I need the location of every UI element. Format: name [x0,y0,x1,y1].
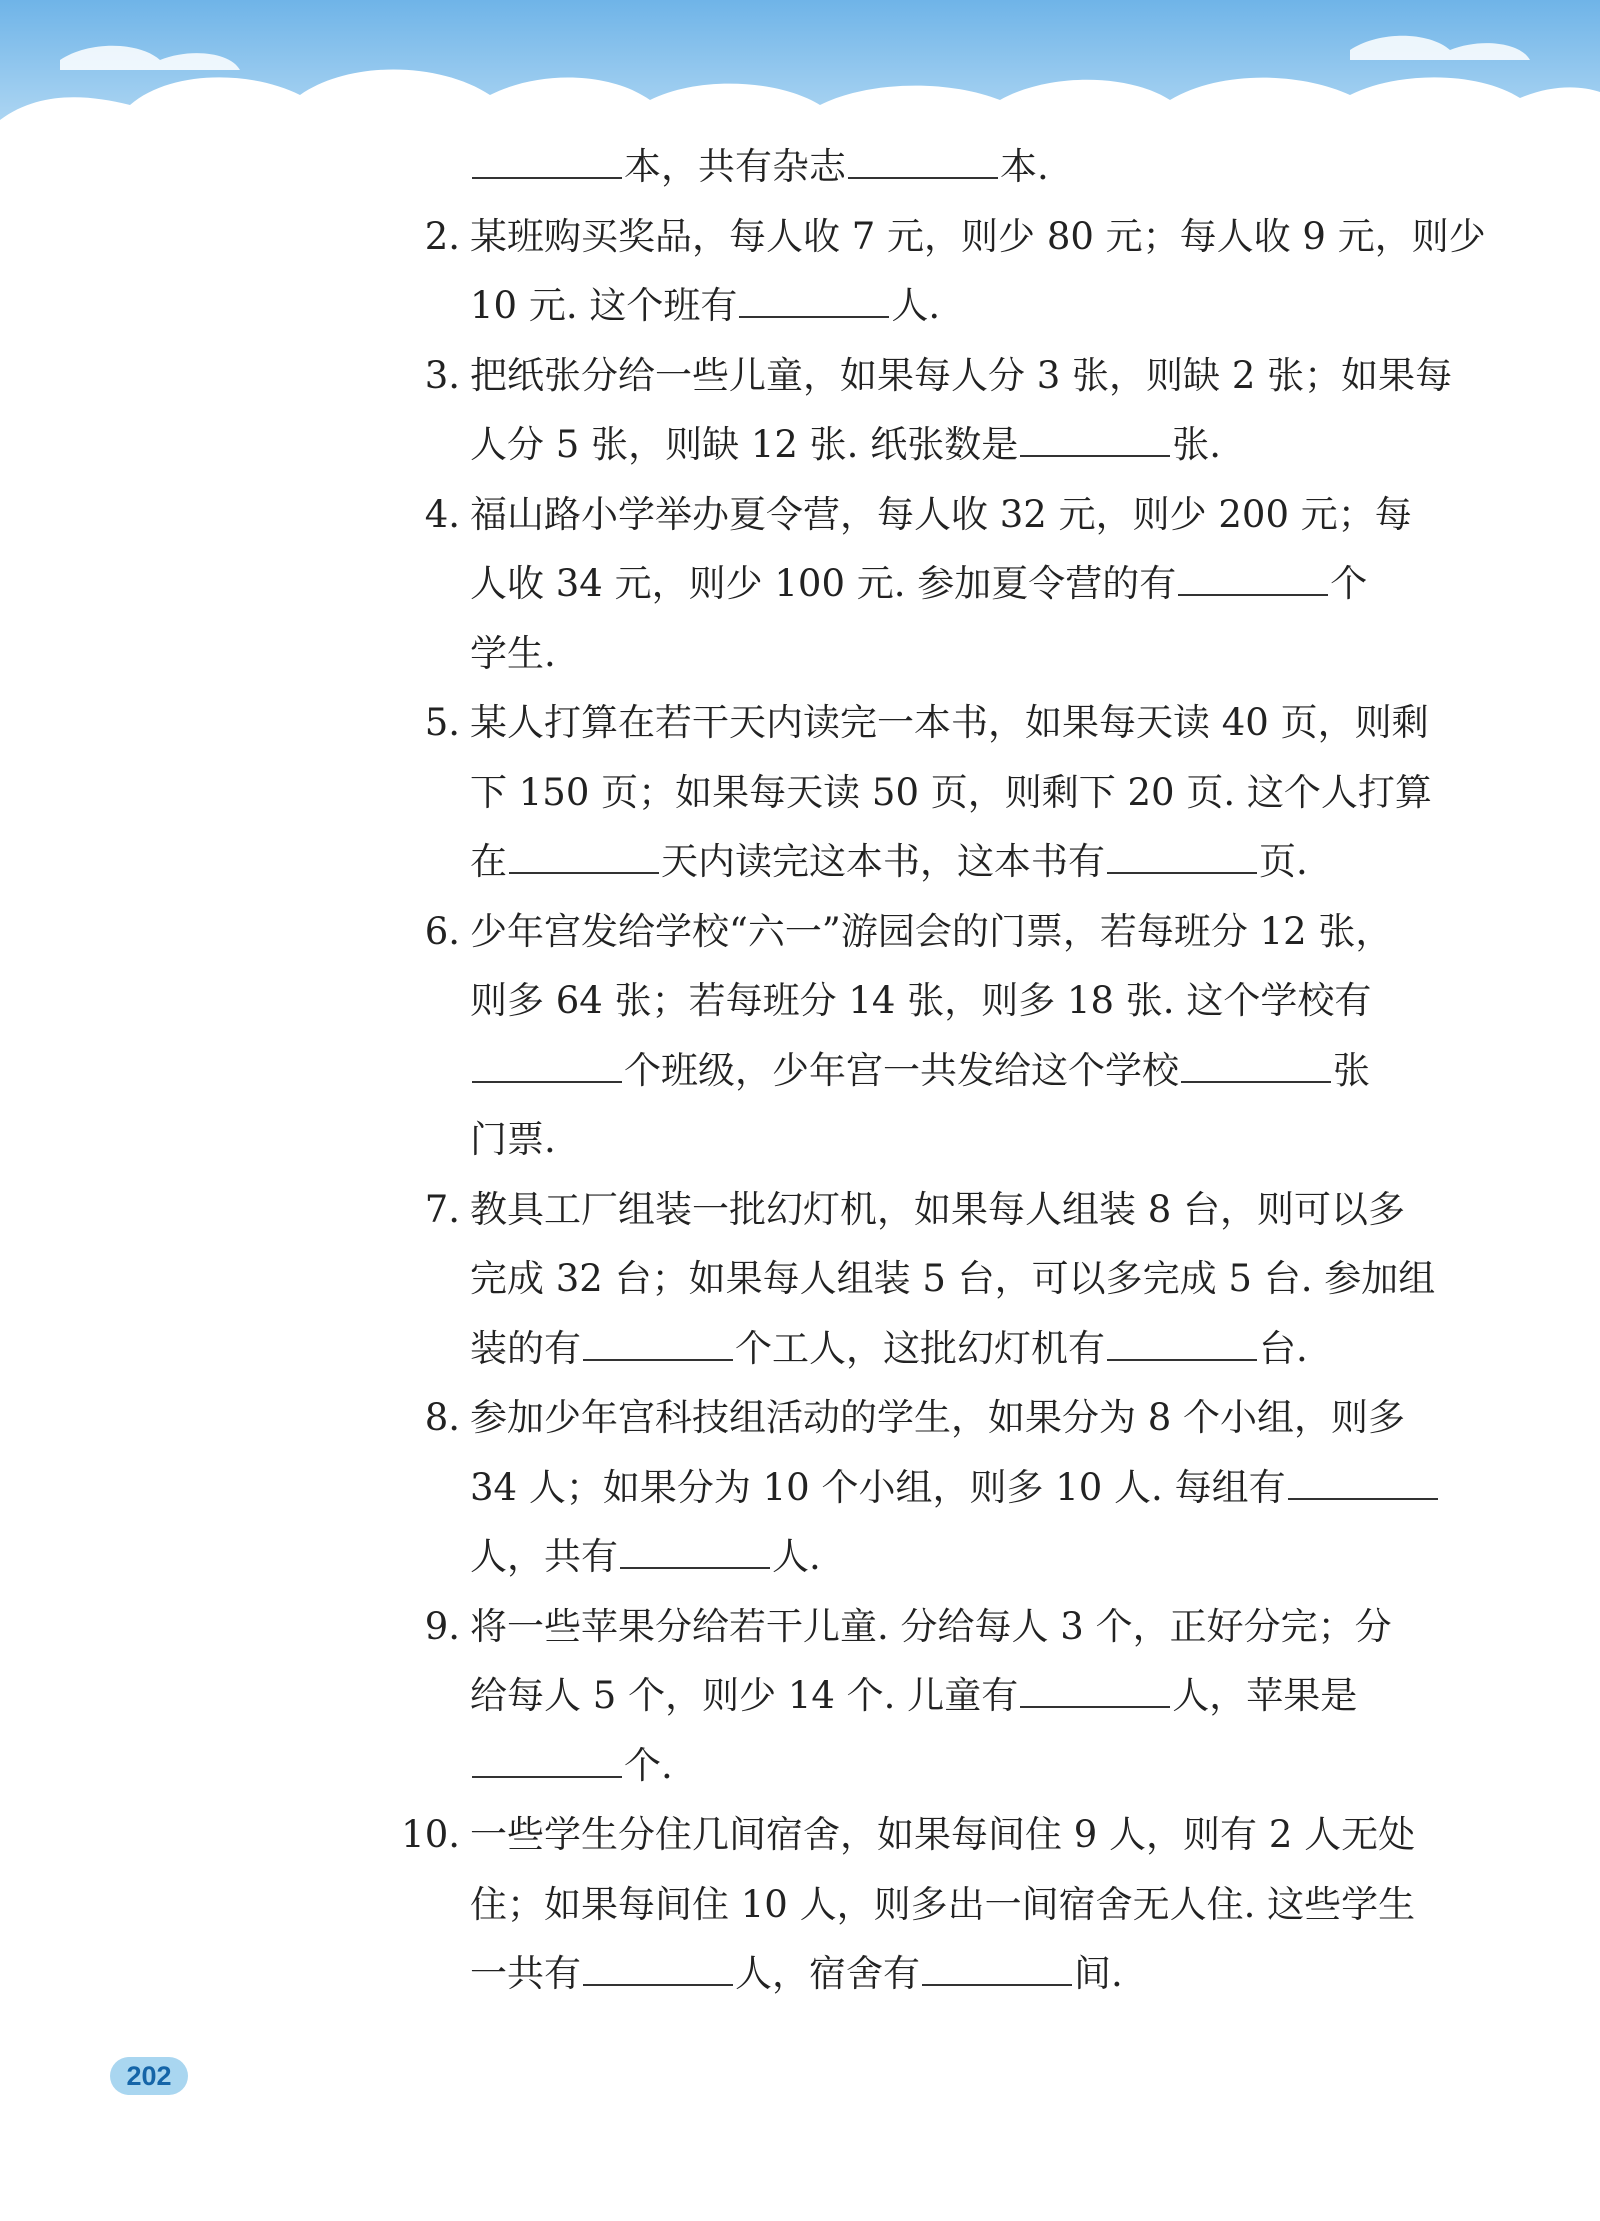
question-number: 8. [424,1396,460,1439]
question-text: 参加少年宫科技组活动的学生，如果分为 8 个小组，则多 [470,1396,1406,1439]
question-text: 人，宿舍有 [735,1952,920,1995]
question-number: 4. [424,492,460,536]
question-text: 人分 5 张，则缺 12 张. 纸张数是 [470,423,1019,466]
question-text: 张 [1333,1048,1370,1092]
answer-blank[interactable] [922,1984,1072,1986]
question-text: 台. [1259,1326,1308,1370]
answer-blank[interactable] [620,1567,770,1569]
question-text: 给每人 5 个，则少 14 个. 儿童有 [470,1674,1019,1717]
question-text: 下 150 页；如果每天读 50 页，则剩下 20 页. 这个人打算 [470,770,1432,814]
question-number: 3. [424,353,460,397]
question-continuation-line [470,1314,1490,1384]
question-line [424,1175,1490,1245]
question-text: 10 元. 这个班有 [470,284,738,327]
question-text: 学生. [470,631,556,675]
question-number: 5. [424,701,460,744]
page-number-badge [110,2057,188,2095]
answer-blank[interactable] [583,1984,733,1986]
exercise-text [401,132,1490,2009]
question-text: 少年宫发给学校“六一”游园会的门票，若每班分 12 张， [470,909,1393,953]
question-text: 装的有 [470,1326,581,1370]
question-continuation-line [470,1939,1490,2009]
question-number: 9. [424,1604,460,1648]
question-text: 门票. [470,1118,556,1161]
question-text: 人. [891,284,941,327]
question-text: 间. [1074,1952,1123,1995]
answer-blank[interactable] [509,872,659,874]
question-line [424,688,1490,758]
question-continuation-line [470,827,1490,897]
question-text: 一共有 [470,1952,581,1995]
question-text: 人，苹果是 [1172,1674,1358,1717]
question-continuation-line [470,619,1490,689]
question-text: 人. [772,1535,821,1578]
question-line [424,341,1490,411]
question-continuation-line [470,1870,1490,1940]
question-line [424,1383,1490,1453]
question-text: 张. [1172,423,1221,466]
answer-blank[interactable] [583,1359,733,1361]
answer-blank[interactable] [1107,872,1257,874]
answer-blank[interactable] [1178,594,1328,596]
question-continuation-line [470,271,1490,341]
question-text: 天内读完这本书，这本书有 [661,840,1105,883]
question-text: 教具工厂组装一批幻灯机，如果每人组装 8 台，则可以多 [470,1187,1406,1231]
answer-blank[interactable] [1020,455,1170,457]
page-number: 202 [126,2060,172,2091]
question-continuation-line [470,1036,1490,1106]
question-number: 10. [401,1813,460,1856]
answer-blank[interactable] [1288,1498,1438,1500]
question-number: 7. [424,1187,460,1231]
answer-blank[interactable] [848,177,998,179]
answer-blank[interactable] [739,316,889,318]
question-text: 某人打算在若干天内读完一本书，如果每天读 40 页，则剩 [470,701,1429,744]
question-text: 完成 32 台；如果每人组装 5 台，可以多完成 5 台. 参加组 [470,1257,1436,1300]
question-text: 人收 34 元，则少 100 元. 参加夏令营的有 [470,562,1177,605]
question-text: 某班购买奖品，每人收 7 元，则少 80 元；每人收 9 元，则少 [470,214,1486,258]
answer-blank[interactable] [1107,1359,1257,1361]
question-text: 在 [470,840,507,883]
question-text: 34 人；如果分为 10 个小组，则多 10 人. 每组有 [470,1465,1286,1509]
answer-blank[interactable] [1020,1706,1170,1708]
answer-blank[interactable] [472,177,622,179]
question-line [424,480,1490,550]
question-continuation-line [470,1661,1490,1731]
question-continuation-line [470,966,1490,1036]
question-text: 则多 64 张；若每班分 14 张，则多 18 张. 这个学校有 [470,979,1372,1022]
question-continuation-line [470,758,1490,828]
question-number: 2. [424,214,460,258]
question-text: 个. [624,1743,673,1787]
question-continuation-line [470,410,1490,480]
question-continuation-line [470,1105,1490,1175]
question-text: 页. [1259,840,1308,883]
question-continuation-line [470,1731,1490,1801]
question-text: 福山路小学举办夏令营，每人收 32 元，则少 200 元；每 [470,492,1412,536]
question-continuation-line [470,1453,1490,1523]
question-text: 将一些苹果分给若干儿童. 分给每人 3 个，正好分完；分 [470,1604,1392,1648]
question-text: 把纸张分给一些儿童，如果每人分 3 张，则缺 2 张；如果每 [470,353,1453,397]
question-line [424,202,1490,272]
question-text: 一些学生分住几间宿舍，如果每间住 9 人，则有 2 人无处 [470,1813,1416,1856]
question-text: 本. [1000,145,1049,188]
question-line [424,897,1490,967]
question-text: 个工人，这批幻灯机有 [735,1326,1105,1370]
answer-blank[interactable] [472,1081,622,1083]
question-continuation-line [470,549,1490,619]
answer-blank[interactable] [1181,1081,1331,1083]
question-continuation-line [470,132,1490,202]
question-text: 住；如果每间住 10 人，则多出一间宿舍无人住. 这些学生 [470,1882,1416,1926]
question-text: 本，共有杂志 [624,145,846,188]
answer-blank[interactable] [472,1776,622,1778]
question-continuation-line [470,1244,1490,1314]
question-text: 个班级，少年宫一共发给这个学校 [624,1048,1179,1092]
question-continuation-line [470,1522,1490,1592]
question-line [401,1800,1490,1870]
question-number: 6. [424,909,460,953]
question-text: 个 [1330,562,1368,605]
question-line [424,1592,1490,1662]
question-text: 人，共有 [470,1535,618,1578]
